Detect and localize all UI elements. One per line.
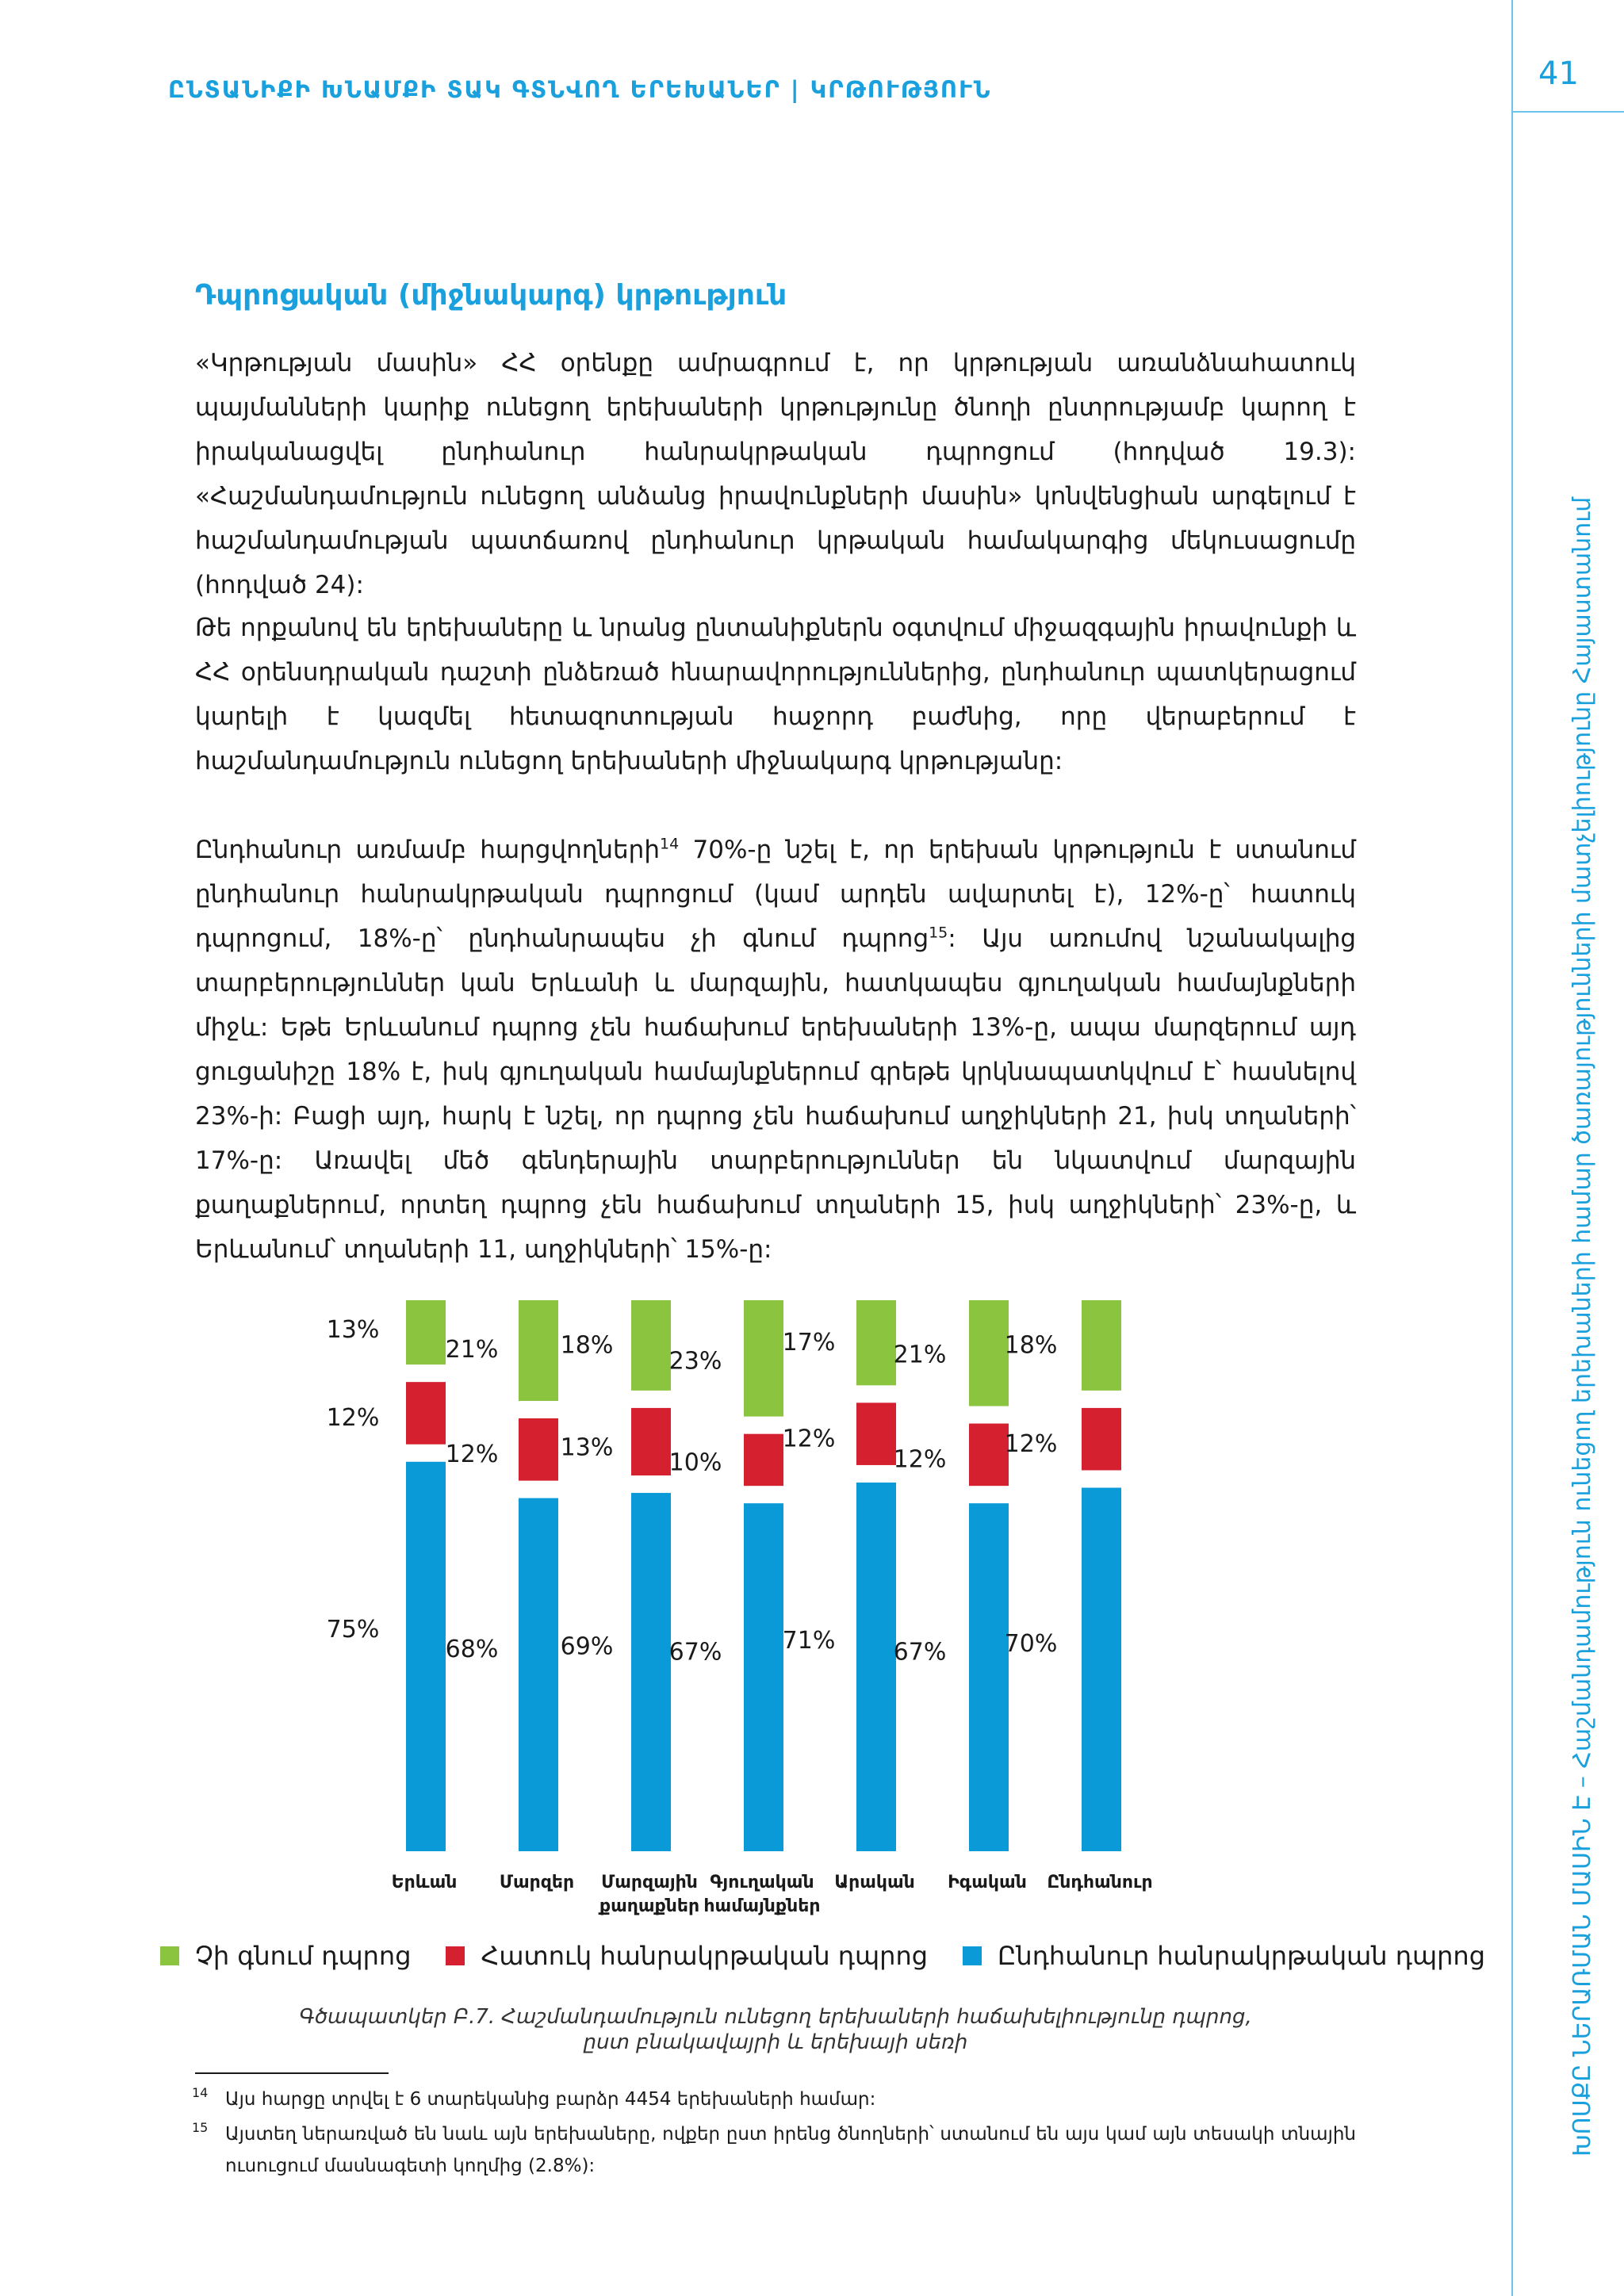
caption-line-1: Գծապատկեր Բ.7. Հաշմանդամություն ունեցող երեխաների հաճախելիությունը դպրոց, [299,2005,1252,2029]
paragraph-1: «Կրթության մասին» ՀՀ օրենքը ամրագրում է, որ կրթության առանձնահատուկ պայմանների կարիք ունեցող երեխաների կրթությունը ծնողի ընտրությամբ կարող է իրականացվել ընդհանուր հանրակրթական դպրոցում (հոդված 19.3): «Հաշմանդամություն ունեցող անձանց իրավունքների մասին» կոնվենցիան արգելում է հաշմանդամության պատճառով ընդհանուր կրթական համակարգից մեկուսացումը (հոդված 24): [195,349,1356,599]
paragraph-3 [195,828,1356,1272]
data-label-special: 12% [326,1404,380,1433]
category-label: քաղաքներ [599,1896,700,1916]
bar-general-school [406,1462,446,1851]
bar-general-school [631,1493,671,1851]
data-label-not-attending: 18% [560,1331,614,1360]
chart-legend [160,1941,1520,1971]
data-label-special: 12% [782,1425,836,1453]
footnote-number: 15 [192,2120,209,2135]
bar-not-attending [519,1300,558,1401]
margin-rule-horizontal [1511,111,1624,113]
bar-not-attending [856,1300,896,1385]
section-title: Դպրոցական (միջնակարգ) կրթություն [195,279,787,312]
bar-special-school [969,1424,1009,1487]
bar-general-school [744,1503,783,1851]
bar-not-attending [969,1300,1009,1406]
bar-general-school [519,1498,558,1851]
legend-label: Չի գնում դպրոց [195,1941,412,1971]
data-label-special: 10% [668,1448,722,1477]
bar-special-school [519,1418,558,1481]
data-label-not-attending: 13% [326,1316,380,1345]
running-header: ԸՆՏԱՆԻՔԻ ԽՆԱՄՔԻ ՏԱԿ ԳՏՆՎՈՂ ԵՐԵԽԱՆԵՐ | ԿՐԹՈՒԹՅՈՒՆ [168,76,992,103]
bar-special-school [1082,1408,1121,1471]
bar-special-school [744,1434,783,1487]
bar-not-attending [744,1300,783,1417]
bar-not-attending [1082,1300,1121,1391]
bar-not-attending [631,1300,671,1391]
footnote-15 [192,2118,1356,2182]
data-label-general: 67% [893,1638,947,1667]
data-label-general: 69% [560,1632,614,1661]
legend-label: Հատուկ հանրակրթական դպրոց [481,1941,928,1971]
bar-general-school [856,1483,896,1851]
bar-special-school [406,1382,446,1445]
data-label-special: 13% [560,1433,614,1462]
paragraph-3-part-c: : Այս առումով նշանակալից տարբերություններ կան Երևանի և մարզային, հատկապես գյուղական համայնքների միջև: Եթե Երևանում դպրոց չեն հաճախում երեխաների 13%-ը, ապա մարզերում այդ ցուցանիշը 18% է, իսկ գյուղական համայնքներում գրեթե կրկնապատկվում է՝ հասնելով 23%-ի: Բացի այդ, հարկ է նշել, որ դպրոց չեն հաճախում աղջիկների 21, իսկ տղաների՝ 17%-ը: Առավել մեծ գենդերային տարբերություններ են նկատվում մարզային քաղաքներում, որտեղ դպրոց չեն հաճախում տղաների 15, իսկ աղջիկների՝ 23%-ը, և Երևանում՝ տղաների 11, աղջիկների՝ 15%-ը: [195,924,1356,1264]
page-number: 41 [1538,55,1579,92]
footnote-ref-14[interactable]: 14 [659,835,680,853]
data-label-general: 70% [1004,1629,1058,1658]
data-label-general: 68% [445,1636,499,1664]
side-running-title: ԽՈՍՔԸ ՆԵՐԱՌՄԱՆ ՄԱՍԻՆ Է – Հաշմանդամություն ունեցող երեխաների համար ծառայությունների մատչելիությունը Հայաստանում [1568,496,1596,2156]
legend-swatch-green [160,1946,179,1965]
footnote-ref-15[interactable]: 15 [929,924,948,942]
data-label-general: 67% [668,1638,722,1667]
bar-special-school [856,1402,896,1465]
bar-general-school [969,1503,1009,1851]
category-label: Իգական [948,1873,1027,1892]
paragraph-3-part-a: Ընդհանուր առմամբ հարցվողների [195,836,660,864]
data-label-general: 75% [326,1615,380,1644]
category-label: Երևան [391,1873,458,1892]
data-label-not-attending: 21% [445,1335,499,1364]
category-label: Մարզեր [499,1873,575,1892]
data-label-not-attending: 21% [893,1341,947,1369]
category-label: Գյուղական [710,1873,814,1892]
paragraph-3-part-b: 70%-ը նշել է, որ երեխան կրթություն է ստանում ընդհանուր հանրակրթական դպրոցում (կամ արդեն ավարտել է), 12%-ը՝ հատուկ դպրոցում, 18%-ը՝ ընդհանրապես չի գնում դպրոց [195,836,1356,953]
data-label-not-attending: 17% [782,1328,836,1357]
legend-item-special-school [446,1941,928,1971]
legend-item-not-attending [160,1941,411,1971]
category-label: Արական [834,1873,915,1892]
legend-item-general-school [963,1941,1485,1971]
legend-swatch-red [446,1946,465,1965]
category-label: համայնքներ [703,1896,821,1916]
legend-swatch-blue [963,1946,982,1965]
footnote-14 [192,2084,1356,2115]
footnote-text: Այստեղ ներառված են նաև այն երեխաները, ովքեր ըստ իրենց ծնողների՝ ստանում են այս կամ այն տեսակի տնային ուսուցում մասնագետի կողմից (2.8%): [225,2124,1356,2176]
footnote-number: 14 [192,2085,209,2100]
bar-not-attending [406,1300,446,1364]
data-label-special: 12% [1004,1429,1058,1458]
data-label-not-attending: 23% [668,1347,722,1376]
bar-general-school [1082,1488,1121,1852]
stacked-bar-chart [0,1300,1427,1942]
data-label-special: 12% [893,1445,947,1474]
data-label-special: 12% [445,1441,499,1469]
category-label: Մարզային [601,1873,698,1892]
figure-caption [195,2004,1356,2055]
footnote-text: Այս հարցը տրվել է 6 տարեկանից բարձր 4454 երեխաների համար: [225,2089,876,2110]
bar-special-school [631,1408,671,1475]
data-label-not-attending: 18% [1004,1331,1058,1360]
footnote-rule [195,2072,389,2074]
legend-label: Ընդհանուր հանրակրթական դպրոց [998,1941,1485,1971]
paragraph-2: Թե որքանով են երեխաները և նրանց ընտանիքներն օգտվում միջազգային իրավունքի և ՀՀ օրենսդրական դաշտի ընձեռած հնարավորություններից, ընդհանուր պատկերացում կարելի է կազմել հետազոտության հաջորդ բաժնից, որը վերաբերում է հաշմանդամություն ունեցող երեխաների միջնակարգ կրթությանը: [195,614,1356,775]
data-label-general: 71% [782,1627,836,1655]
caption-line-2: ըստ բնակավայրի և երեխայի սեռի [583,2030,968,2054]
category-label: Ընդհանուր [1047,1873,1153,1892]
